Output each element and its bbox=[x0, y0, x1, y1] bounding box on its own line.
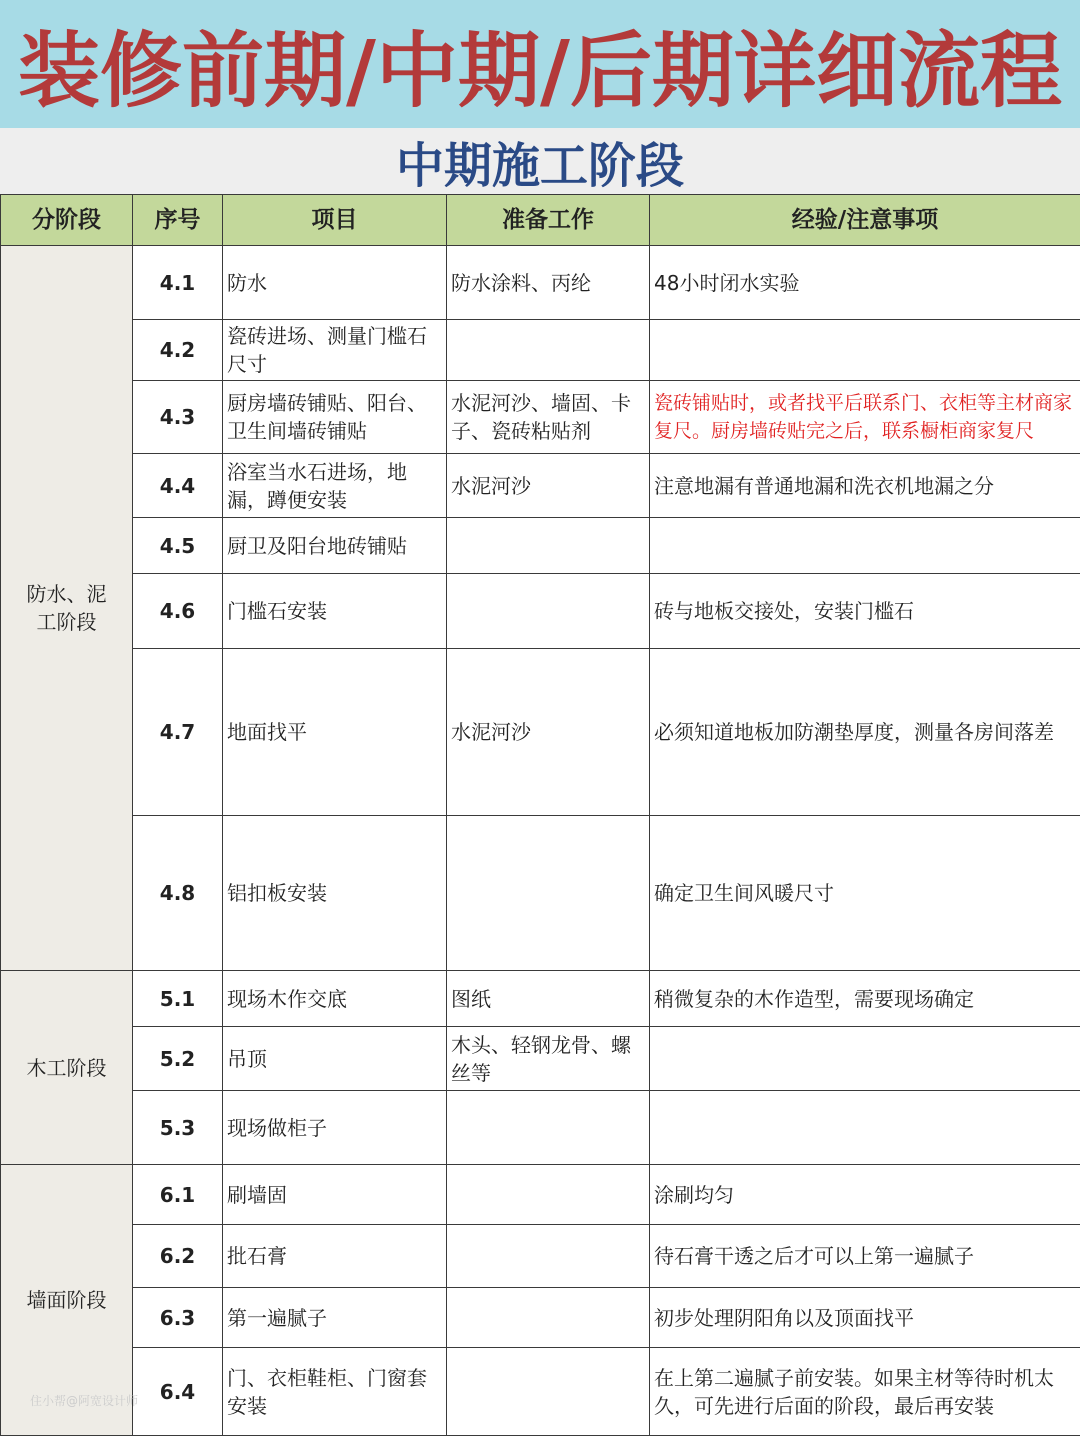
seq-cell: 4.6 bbox=[133, 574, 223, 649]
page-subtitle: 中期施工阶段 bbox=[395, 137, 684, 194]
header-prep: 准备工作 bbox=[447, 195, 650, 246]
item-cell: 刷墙固 bbox=[223, 1165, 447, 1225]
prep-cell bbox=[447, 1348, 650, 1436]
item-cell: 现场做柜子 bbox=[223, 1091, 447, 1165]
header-note: 经验/注意事项 bbox=[650, 195, 1080, 246]
note-cell: 48小时闭水实验 bbox=[650, 246, 1080, 320]
table-row bbox=[1, 1288, 1080, 1348]
seq-cell: 4.5 bbox=[133, 518, 223, 574]
item-cell: 吊顶 bbox=[223, 1027, 447, 1091]
table-row bbox=[1, 454, 1080, 518]
process-table bbox=[0, 194, 1080, 1436]
item-cell: 厨房墙砖铺贴、阳台、卫生间墙砖铺贴 bbox=[223, 381, 447, 454]
prep-cell bbox=[447, 1165, 650, 1225]
table-row bbox=[1, 1091, 1080, 1165]
table-row bbox=[1, 1348, 1080, 1436]
seq-cell: 4.7 bbox=[133, 649, 223, 816]
header-phase: 分阶段 bbox=[1, 195, 133, 246]
seq-cell: 4.1 bbox=[133, 246, 223, 320]
phase-cell: 墙面阶段 bbox=[1, 1165, 133, 1436]
header-seq: 序号 bbox=[133, 195, 223, 246]
table-row bbox=[1, 1225, 1080, 1288]
title-banner bbox=[0, 0, 1080, 128]
page-title: 装修前期/中期/后期详细流程 bbox=[18, 23, 1062, 119]
table-row bbox=[1, 320, 1080, 381]
seq-cell: 6.4 bbox=[133, 1348, 223, 1436]
table-row bbox=[1, 381, 1080, 454]
subtitle-bar bbox=[0, 128, 1080, 194]
item-cell: 地面找平 bbox=[223, 649, 447, 816]
watermark: 住小帮@阿宽设计师 bbox=[30, 1394, 139, 1408]
note-cell: 初步处理阴阳角以及顶面找平 bbox=[650, 1288, 1080, 1348]
table-row bbox=[1, 649, 1080, 816]
item-cell: 现场木作交底 bbox=[223, 971, 447, 1027]
phase-cell bbox=[1, 246, 133, 971]
prep-cell bbox=[447, 574, 650, 649]
prep-cell: 防水涂料、丙纶 bbox=[447, 246, 650, 320]
prep-cell bbox=[447, 1288, 650, 1348]
note-cell: 稍微复杂的木作造型，需要现场确定 bbox=[650, 971, 1080, 1027]
seq-cell: 5.1 bbox=[133, 971, 223, 1027]
table-row bbox=[1, 971, 1080, 1027]
prep-cell bbox=[447, 816, 650, 971]
item-cell: 瓷砖进场、测量门槛石尺寸 bbox=[223, 320, 447, 381]
prep-cell: 木头、轻钢龙骨、螺丝等 bbox=[447, 1027, 650, 1091]
item-cell: 批石膏 bbox=[223, 1225, 447, 1288]
prep-cell: 水泥河沙 bbox=[447, 454, 650, 518]
phase-label: 防水、泥工阶段 bbox=[26, 582, 107, 634]
note-cell bbox=[650, 320, 1080, 381]
note-cell bbox=[650, 1091, 1080, 1165]
item-cell: 门槛石安装 bbox=[223, 574, 447, 649]
item-cell: 厨卫及阳台地砖铺贴 bbox=[223, 518, 447, 574]
table-row bbox=[1, 816, 1080, 971]
header-item: 项目 bbox=[223, 195, 447, 246]
prep-cell bbox=[447, 320, 650, 381]
item-cell: 铝扣板安装 bbox=[223, 816, 447, 971]
item-cell: 门、衣柜鞋柜、门窗套安装 bbox=[223, 1348, 447, 1436]
phase-cell: 木工阶段 bbox=[1, 971, 133, 1165]
note-cell: 涂刷均匀 bbox=[650, 1165, 1080, 1225]
note-cell-highlight: 瓷砖铺贴时，或者找平后联系门、衣柜等主材商家复尺。厨房墙砖贴完之后，联系橱柜商家复尺 bbox=[650, 381, 1080, 454]
prep-cell bbox=[447, 1225, 650, 1288]
item-cell: 浴室当水石进场，地漏，蹲便安装 bbox=[223, 454, 447, 518]
table-header-row bbox=[1, 195, 1080, 246]
prep-cell bbox=[447, 518, 650, 574]
table-row bbox=[1, 1027, 1080, 1091]
seq-cell: 5.2 bbox=[133, 1027, 223, 1091]
note-cell: 在上第二遍腻子前安装。如果主材等待时机太久，可先进行后面的阶段，最后再安装 bbox=[650, 1348, 1080, 1436]
seq-cell: 4.8 bbox=[133, 816, 223, 971]
item-cell: 防水 bbox=[223, 246, 447, 320]
note-cell: 必须知道地板加防潮垫厚度，测量各房间落差 bbox=[650, 649, 1080, 816]
prep-cell: 水泥河沙、墙固、卡子、瓷砖粘贴剂 bbox=[447, 381, 650, 454]
seq-cell: 5.3 bbox=[133, 1091, 223, 1165]
item-cell: 第一遍腻子 bbox=[223, 1288, 447, 1348]
prep-cell bbox=[447, 1091, 650, 1165]
table-row bbox=[1, 1165, 1080, 1225]
prep-cell: 水泥河沙 bbox=[447, 649, 650, 816]
table-row bbox=[1, 246, 1080, 320]
seq-cell: 6.3 bbox=[133, 1288, 223, 1348]
note-cell bbox=[650, 518, 1080, 574]
note-cell: 确定卫生间风暖尺寸 bbox=[650, 816, 1080, 971]
table-row bbox=[1, 518, 1080, 574]
note-cell: 待石膏干透之后才可以上第一遍腻子 bbox=[650, 1225, 1080, 1288]
seq-cell: 4.2 bbox=[133, 320, 223, 381]
note-cell: 砖与地板交接处，安装门槛石 bbox=[650, 574, 1080, 649]
prep-cell: 图纸 bbox=[447, 971, 650, 1027]
seq-cell: 4.3 bbox=[133, 381, 223, 454]
table-row bbox=[1, 574, 1080, 649]
note-cell: 注意地漏有普通地漏和洗衣机地漏之分 bbox=[650, 454, 1080, 518]
seq-cell: 4.4 bbox=[133, 454, 223, 518]
note-cell bbox=[650, 1027, 1080, 1091]
seq-cell: 6.1 bbox=[133, 1165, 223, 1225]
seq-cell: 6.2 bbox=[133, 1225, 223, 1288]
